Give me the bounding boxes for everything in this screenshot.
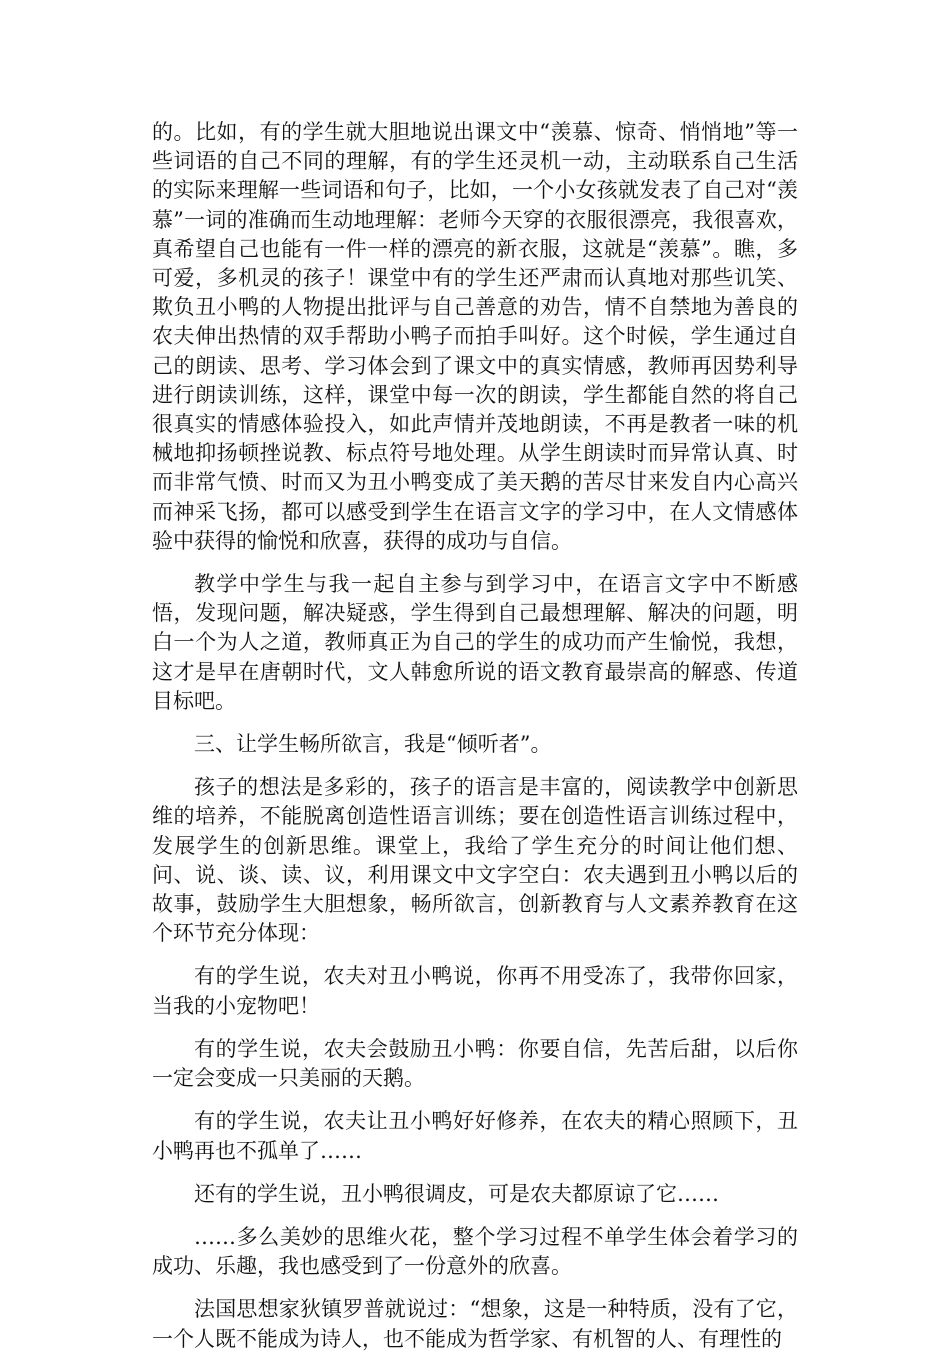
document-page (152, 118, 798, 1368)
body-paragraph: 的。比如，有的学生就大胆地说出课文中“羡慕、惊奇、悄悄地”等一些词语的自己不同的理解，有的学生还灵机一动，主动联系自己生活的实际来理解一些词语和句子，比如，一个小女孩就发表了自己对“羡慕”一词的准确而生动地理解：老师今天穿的衣服很漂亮，我很喜欢，真希望自己也能有一件一样的漂亮的新衣服，这就是“羡慕”。瞧，多可爱，多机灵的孩子！课堂中有的学生还严肃而认真地对那些讥笑、欺负丑小鸭的人物提出批评与自己善意的劝告，情不自禁地为善良的农夫伸出热情的双手帮助小鸭子而拍手叫好。这个时候，学生通过自己的朗读、思考、学习体会到了课文中的真实情感，教师再因势利导进行朗读训练，这样，课堂中每一次的朗读，学生都能自然的将自己很真实的情感体验投入，如此声情并茂地朗读，不再是教者一味的机械地抑扬顿挫说教、标点符号地处理。从学生朗读时而异常认真、时而非常气愤、时而又为丑小鸭变成了美天鹅的苦尽甘来发自内心高兴而神采飞扬，都可以感受到学生在语言文字的学习中，在人文情感体验中获得的愉悦和欣喜，获得的成功与自信。 (152, 120, 798, 553)
body-paragraph: 孩子的想法是多彩的，孩子的语言是丰富的，阅读教学中创新思维的培养，不能脱离创造性语言训练；要在创造性语言训练过程中，发展学生的创新思维。课堂上，我给了学生充分的时间让他们想、问、说、谈、读、议，利用课文中文字空白：农夫遇到丑小鸭以后的故事，鼓励学生大胆想象，畅所欲言，创新教育与人文素养教育在这个环节充分体现： (152, 775, 798, 946)
body-paragraph: 还有的学生说，丑小鸭很调皮，可是农夫都原谅了它…… (194, 1181, 719, 1206)
body-paragraph: 有的学生说，农夫对丑小鸭说，你再不用受冻了，我带你回家，当我的小宠物吧！ (152, 964, 798, 1018)
section-heading: 三、让学生畅所欲言，我是“倾听者”。 (194, 732, 552, 757)
body-paragraph: 有的学生说，农夫让丑小鸭好好修养，在农夫的精心照顾下，丑小鸭再也不孤单了…… (152, 1109, 798, 1163)
body-paragraph: 教学中学生与我一起自主参与到学习中，在语言文字中不断感悟，发现问题，解决疑惑，学生得到自己最想理解、解决的问题，明白一个为人之道，教师真正为自己的学生的成功而产生愉悦，我想，这才是早在唐朝时代，文人韩愈所说的语文教育最崇高的解惑、传道目标吧。 (152, 572, 798, 713)
body-paragraph: 有的学生说，农夫会鼓励丑小鸭：你要自信，先苦后甜，以后你一定会变成一只美丽的天鹅。 (152, 1036, 798, 1091)
body-paragraph: ……多么美妙的思维火花，整个学习过程不单学生体会着学习的成功、乐趣，我也感受到了一份意外的欣喜。 (152, 1224, 798, 1279)
body-paragraph: 法国思想家狄镇罗普就说过：“想象，这是一种特质，没有了它，一个人既不能成为诗人，也不能成为哲学家、有机智的人、有理性的 (152, 1297, 798, 1351)
